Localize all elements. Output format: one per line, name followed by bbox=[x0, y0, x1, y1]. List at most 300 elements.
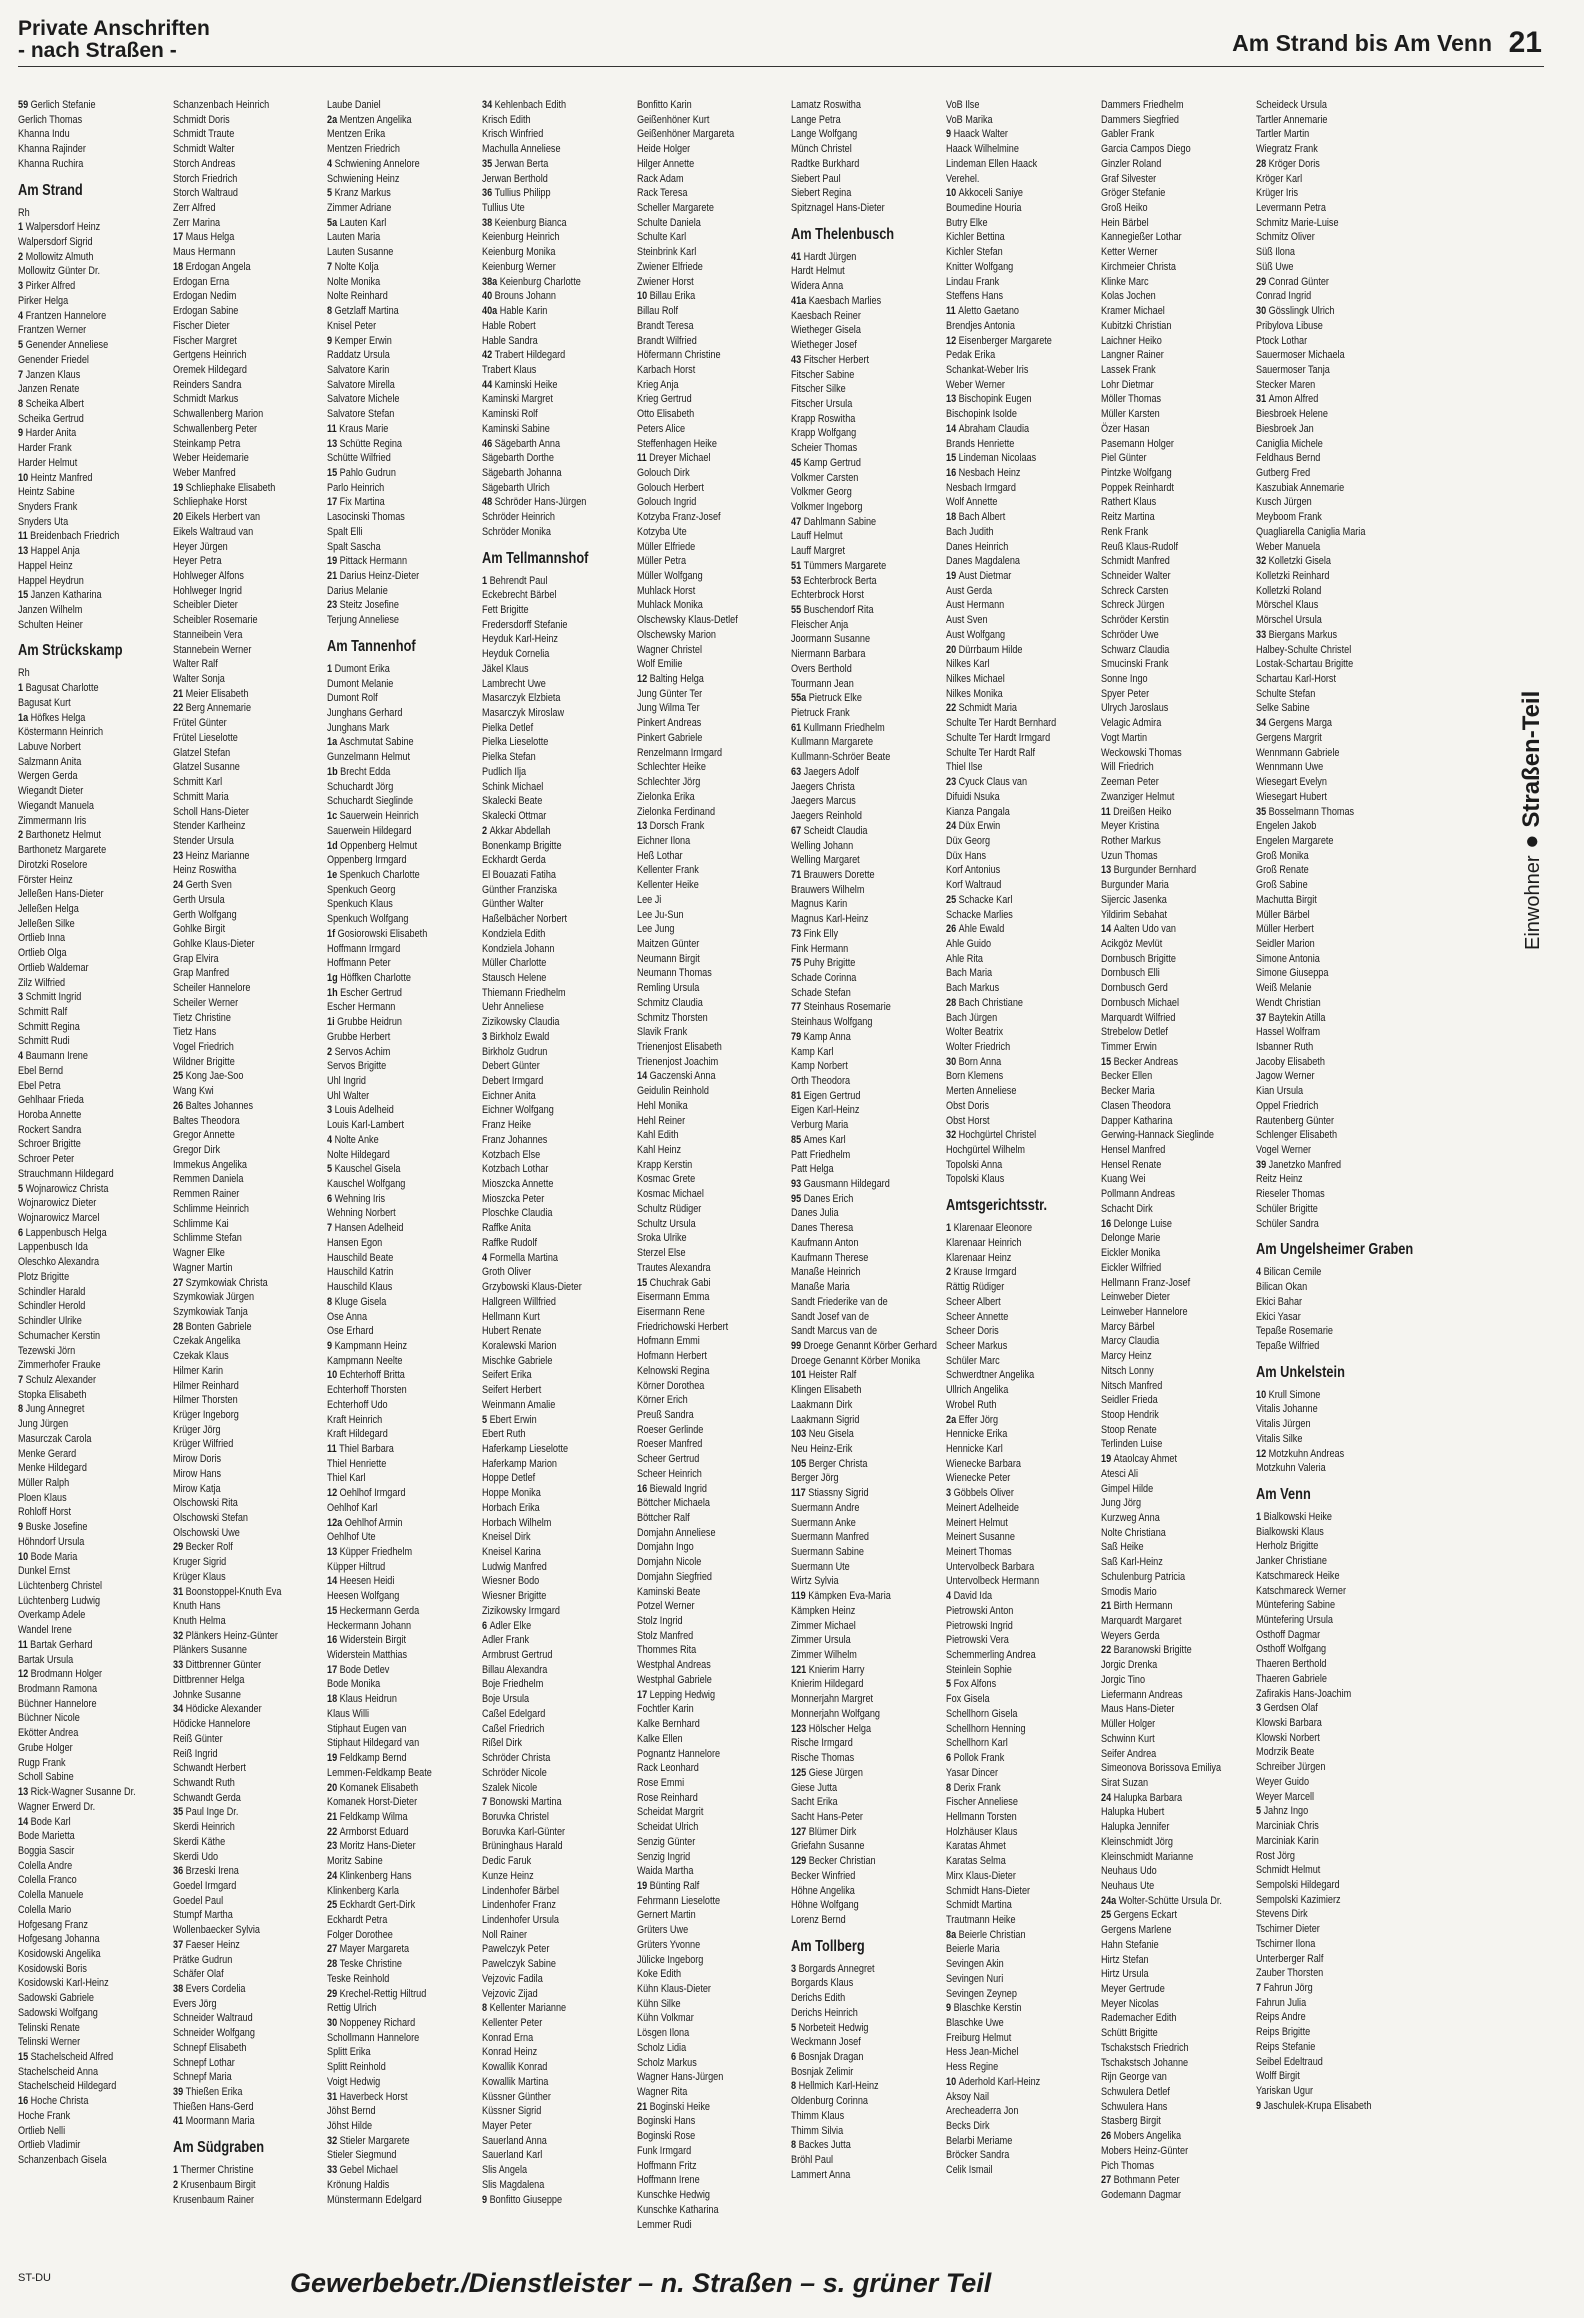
resident-entry: Caniglia Michele bbox=[1255, 437, 1323, 450]
resident-entry: Rh bbox=[18, 667, 30, 680]
resident-entry: Roeser Manfred bbox=[636, 1438, 703, 1451]
resident-entry: Rische Irmgard bbox=[791, 1737, 854, 1750]
resident-entry: 39 Janetzko Manfred bbox=[1255, 1158, 1341, 1171]
resident-entry: Ketter Werner bbox=[1100, 246, 1158, 259]
resident-entry: Domjahn Siegfried bbox=[636, 1570, 712, 1583]
resident-entry: Schröder Kerstin bbox=[1100, 614, 1169, 627]
resident-entry: Boumedine Houria bbox=[946, 202, 1022, 215]
resident-entry: Köstermann Heinrich bbox=[18, 726, 104, 739]
resident-entry: Becker Winfried bbox=[791, 1869, 856, 1882]
resident-entry: 23 Moritz Hans-Dieter bbox=[327, 1840, 417, 1853]
resident-entry: 7 Nolte Kolja bbox=[327, 260, 380, 273]
resident-entry: Stopka Elisabeth bbox=[18, 1388, 87, 1401]
resident-entry: Gehlhaar Frieda bbox=[18, 1094, 84, 1107]
resident-entry: Kaesbach Reiner bbox=[791, 309, 862, 322]
resident-entry: Osthoff Dagmar bbox=[1255, 1628, 1320, 1641]
resident-entry: 31 Boonstoppel-Knuth Eva bbox=[172, 1585, 282, 1598]
resident-entry: Schuchardt Jörg bbox=[327, 780, 394, 793]
resident-entry: Kotzbach Else bbox=[482, 1148, 541, 1161]
resident-entry: Halupka Hubert bbox=[1100, 1806, 1165, 1819]
resident-entry: Fett Brigitte bbox=[482, 604, 529, 616]
resident-entry: Bach Judith bbox=[946, 525, 994, 538]
resident-entry: Saß Heike bbox=[1100, 1541, 1144, 1554]
resident-entry: Kuang Wei bbox=[1100, 1173, 1146, 1186]
resident-entry: Rack Leonhard bbox=[636, 1762, 699, 1775]
resident-entry: 32 Hochgürtel Christel bbox=[946, 1129, 1037, 1142]
resident-entry: Schwallenberg Peter bbox=[172, 422, 257, 435]
resident-entry: Wagner Erwerd Dr. bbox=[18, 1800, 96, 1813]
resident-entry: 12 Motzkuhn Andreas bbox=[1255, 1447, 1344, 1460]
resident-entry: Küpper Hiltrud bbox=[327, 1560, 386, 1573]
resident-entry: Tschirner Dieter bbox=[1255, 1923, 1320, 1936]
resident-entry: 67 Scheidt Claudia bbox=[791, 824, 868, 837]
resident-entry: Gutberg Fred bbox=[1255, 466, 1310, 479]
resident-entry: Karbach Horst bbox=[636, 363, 695, 376]
resident-entry: Spenkuch Wolfgang bbox=[327, 913, 409, 926]
resident-entry: Groß Heiko bbox=[1100, 202, 1148, 215]
resident-entry: Maus Hermann bbox=[172, 246, 235, 259]
resident-entry: Neu Heinz-Erik bbox=[791, 1442, 853, 1455]
resident-entry: 21 Feldkamp Wilma bbox=[327, 1810, 408, 1823]
resident-entry: 13 Bischopink Eugen bbox=[946, 393, 1032, 406]
resident-entry: 3 Birkholz Ewald bbox=[482, 1030, 550, 1043]
resident-entry: Mollowitz Günter Dr. bbox=[18, 265, 101, 278]
resident-entry: Müller Herbert bbox=[1255, 923, 1314, 936]
resident-entry: Ebert Ruth bbox=[482, 1428, 526, 1441]
resident-entry: Golouch Dirk bbox=[636, 466, 690, 479]
resident-entry: Simone Giuseppa bbox=[1255, 967, 1328, 980]
resident-entry: 3 Schmitt Ingrid bbox=[18, 991, 82, 1004]
resident-entry: Marciniak Chris bbox=[1255, 1820, 1319, 1833]
resident-entry: Grube Holger bbox=[18, 1741, 73, 1754]
resident-entry: Schröder Uwe bbox=[1100, 628, 1159, 641]
resident-entry: Franz Heike bbox=[482, 1119, 532, 1132]
resident-entry: Fischer Anneliese bbox=[946, 1796, 1019, 1809]
resident-entry: Heintz Sabine bbox=[18, 486, 75, 499]
resident-entry: Lauten Maria bbox=[327, 231, 381, 244]
resident-entry: Spitznagel Hans-Dieter bbox=[791, 202, 886, 215]
resident-entry: Rieseler Thomas bbox=[1255, 1188, 1325, 1201]
resident-entry: Labuve Norbert bbox=[18, 741, 81, 754]
resident-entry: 5 Wojnarowicz Christa bbox=[18, 1182, 109, 1195]
resident-entry: Suermann Andre bbox=[791, 1501, 860, 1514]
resident-entry: Hein Bärbel bbox=[1100, 216, 1149, 229]
resident-entry: 8 Kellenter Marianne bbox=[482, 2002, 567, 2015]
resident-entry: Schmidt Martina bbox=[946, 1899, 1012, 1912]
resident-entry: Engelen Jakob bbox=[1255, 820, 1316, 833]
resident-entry: Brandt Wilfried bbox=[636, 334, 697, 347]
resident-entry: Johnke Susanne bbox=[172, 1688, 241, 1701]
resident-entry: Welling Johann bbox=[791, 839, 854, 852]
resident-entry: Strebelow Detlef bbox=[1100, 1026, 1168, 1039]
resident-entry: Rohloff Horst bbox=[18, 1506, 72, 1519]
resident-entry: Hoffmann Fritz bbox=[636, 2159, 697, 2172]
resident-entry: 28 Bach Christiane bbox=[946, 996, 1024, 1009]
resident-entry: Wang Kwi bbox=[172, 1085, 214, 1098]
resident-entry: Klarenaar Heinz bbox=[946, 1251, 1012, 1264]
resident-entry: Ludwig Manfred bbox=[482, 1560, 547, 1573]
resident-entry: El Bouazati Fatiha bbox=[482, 868, 557, 881]
resident-entry: Pielka Stefan bbox=[482, 751, 536, 764]
resident-entry: Uhl Walter bbox=[327, 1089, 370, 1102]
resident-entry: Kolletzki Roland bbox=[1255, 584, 1321, 597]
resident-entry: Steinbrink Karl bbox=[636, 246, 697, 259]
resident-entry: Tezewski Jörn bbox=[18, 1344, 76, 1357]
resident-entry: Peters Alice bbox=[636, 422, 685, 435]
resident-entry: Hellmann Franz-Josef bbox=[1100, 1276, 1190, 1289]
resident-entry: Schmidt Doris bbox=[172, 113, 230, 126]
resident-entry: Krüger Iris bbox=[1255, 187, 1298, 200]
resident-entry: Nilkes Monika bbox=[946, 687, 1003, 700]
resident-entry: Heckermann Johann bbox=[327, 1619, 412, 1632]
resident-entry: Sijercic Jasenka bbox=[1100, 893, 1167, 906]
resident-entry: Schuchardt Sieglinde bbox=[327, 795, 414, 808]
resident-entry: Trabert Klaus bbox=[482, 363, 537, 376]
resident-entry: Schnepf Elisabeth bbox=[172, 2041, 247, 2054]
resident-entry: Jung Jörg bbox=[1100, 1497, 1141, 1510]
resident-entry: Spenkuch Georg bbox=[327, 883, 396, 896]
resident-entry: 43 Fitscher Herbert bbox=[791, 353, 870, 366]
resident-entry: Lange Petra bbox=[791, 113, 842, 126]
resident-entry: Menke Gerard bbox=[18, 1447, 77, 1460]
resident-entry: 27 Mayer Margareta bbox=[327, 1943, 410, 1956]
resident-entry: Lassek Frank bbox=[1100, 363, 1156, 376]
resident-entry: Kaszubiak Annemarie bbox=[1255, 481, 1344, 494]
resident-entry: Schellhorn Henning bbox=[946, 1722, 1026, 1735]
resident-entry: 101 Heister Ralf bbox=[791, 1369, 857, 1382]
resident-entry: Armbrust Gertrud bbox=[482, 1649, 553, 1662]
resident-entry: Schulte Ter Hardt Irmgard bbox=[946, 731, 1051, 744]
resident-entry: Stachelscheid Anna bbox=[18, 2065, 99, 2078]
resident-entry: Heß Lothar bbox=[636, 849, 683, 862]
resident-entry: 26 Mobers Angelika bbox=[1100, 2130, 1181, 2143]
resident-entry: Kelnowski Regina bbox=[636, 1364, 710, 1377]
resident-entry: Sevingen Zeynep bbox=[946, 1987, 1018, 2000]
resident-entry: Servos Brigitte bbox=[327, 1060, 387, 1073]
resident-entry: Splitt Reinhold bbox=[327, 2061, 387, 2074]
resident-entry: Vogt Martin bbox=[1100, 731, 1147, 744]
resident-entry: Radtke Burkhard bbox=[791, 157, 860, 170]
resident-entry: Kahl Heinz bbox=[636, 1144, 681, 1157]
resident-entry: Schroer Peter bbox=[18, 1153, 75, 1166]
resident-entry: Wienecke Peter bbox=[946, 1472, 1011, 1485]
resident-entry: Olschewsky Klaus-Detlef bbox=[636, 614, 738, 627]
resident-entry: Schartau Karl-Horst bbox=[1255, 673, 1336, 686]
resident-entry: Suermann Sabine bbox=[791, 1546, 865, 1558]
resident-entry: 7 Schulz Alexander bbox=[18, 1373, 97, 1386]
resident-entry: Kolletzki Reinhard bbox=[1255, 570, 1329, 582]
resident-entry: Beierle Maria bbox=[946, 1943, 1000, 1956]
resident-entry: Schulte Ter Hardt Ralf bbox=[946, 746, 1036, 759]
resident-entry: Lostak-Schartau Brigitte bbox=[1255, 658, 1353, 671]
resident-entry: Adler Frank bbox=[482, 1634, 530, 1647]
resident-entry: Leinweber Hannelore bbox=[1100, 1305, 1188, 1318]
resident-entry: Düx Georg bbox=[946, 834, 991, 847]
resident-entry: 7 Fahrun Jörg bbox=[1255, 1981, 1313, 1994]
resident-entry: Knisel Peter bbox=[327, 319, 377, 332]
resident-entry: Klowski Norbert bbox=[1255, 1731, 1320, 1744]
resident-entry: 15 Stachelscheid Alfred bbox=[18, 2051, 114, 2063]
resident-entry: Schroer Brigitte bbox=[18, 1138, 81, 1151]
resident-entry: 12 Balting Helga bbox=[636, 673, 704, 686]
resident-entry: Vejzovic Fadila bbox=[482, 1972, 543, 1985]
directory-column bbox=[1256, 98, 1413, 2248]
resident-entry: Grüters Yvonne bbox=[636, 1938, 700, 1951]
resident-entry: Thiel Karl bbox=[327, 1472, 366, 1485]
resident-entry: Joormann Susanne bbox=[791, 633, 871, 646]
resident-entry: Koralewski Marion bbox=[482, 1339, 557, 1352]
resident-entry: Rathert Klaus bbox=[1100, 496, 1157, 509]
resident-entry: Domjahn Ingo bbox=[636, 1541, 694, 1554]
resident-entry: Remling Ursula bbox=[636, 982, 700, 995]
resident-entry: Waida Martha bbox=[636, 1865, 694, 1878]
resident-entry: 13 Schütte Regina bbox=[327, 437, 403, 450]
resident-entry: Kleinschmidt Jörg bbox=[1100, 1835, 1173, 1848]
directory-column bbox=[327, 98, 476, 2248]
resident-entry: Skerdi Käthe bbox=[172, 1835, 225, 1848]
resident-entry: Thiel Henriette bbox=[327, 1457, 387, 1470]
resident-entry: Eckhardt Petra bbox=[327, 1913, 388, 1926]
resident-entry: Fischer Dieter bbox=[172, 319, 230, 332]
resident-entry: Scheer Albert bbox=[946, 1295, 1001, 1308]
resident-entry: Schreiber Jürgen bbox=[1255, 1761, 1325, 1774]
resident-entry: Korf Waltraud bbox=[946, 879, 1002, 892]
resident-entry: Spalt Elli bbox=[327, 525, 363, 538]
resident-entry: Masurczak Carola bbox=[18, 1432, 92, 1445]
resident-entry: Kellenter Heike bbox=[636, 879, 699, 892]
resident-entry: Boginski Rose bbox=[636, 2130, 695, 2143]
resident-entry: Rack Teresa bbox=[636, 187, 688, 200]
resident-entry: Walter Ralf bbox=[172, 658, 218, 671]
resident-entry: Weber Manuela bbox=[1255, 540, 1320, 553]
resident-entry: Piel Günter bbox=[1100, 452, 1147, 465]
resident-entry: Schröder Monika bbox=[482, 525, 551, 538]
resident-entry: Szymkowiak Tanja bbox=[172, 1305, 248, 1318]
resident-entry: Groth Oliver bbox=[482, 1266, 532, 1279]
resident-entry: Schwallenberg Marion bbox=[172, 408, 263, 421]
resident-entry: Fitscher Sabine bbox=[791, 368, 855, 381]
resident-entry: Scheideck Ursula bbox=[1255, 99, 1327, 111]
resident-entry: Kondziela Johann bbox=[482, 942, 555, 955]
resident-entry: Heyer Jürgen bbox=[172, 540, 228, 553]
resident-entry: Tepaße Rosemarie bbox=[1255, 1325, 1333, 1338]
resident-entry: 21 Meier Elisabeth bbox=[172, 687, 249, 700]
resident-entry: Graf Silvester bbox=[1100, 172, 1157, 185]
resident-entry: Stender Ursula bbox=[172, 834, 234, 847]
resident-entry: Telinski Renate bbox=[18, 2021, 80, 2034]
resident-entry: Orth Theodora bbox=[791, 1075, 851, 1087]
resident-entry: 19 Schliephake Elisabeth bbox=[172, 481, 276, 494]
resident-entry: Korf Antonius bbox=[946, 864, 1001, 877]
resident-entry: Bosnjak Zelimir bbox=[791, 2065, 854, 2078]
resident-entry: 21 Birth Hermann bbox=[1100, 1600, 1173, 1613]
resident-entry: Kellenter Peter bbox=[482, 2017, 543, 2029]
resident-entry: Frantzen Werner bbox=[18, 324, 87, 337]
resident-entry: Dornbusch Michael bbox=[1100, 996, 1179, 1009]
resident-entry: 10 Krull Simone bbox=[1255, 1388, 1320, 1401]
resident-entry: Renk Frank bbox=[1100, 525, 1148, 538]
resident-entry: Danes Heinrich bbox=[946, 540, 1009, 553]
resident-entry: Keienburg Monika bbox=[482, 246, 556, 259]
resident-entry: Pudlich Ilja bbox=[482, 765, 527, 778]
resident-entry: 4 Nolte Anke bbox=[327, 1133, 380, 1146]
resident-entry: Wollenbaecker Sylvia bbox=[172, 1924, 260, 1937]
resident-entry: Niermann Barbara bbox=[791, 648, 866, 661]
resident-entry: Hauschild Klaus bbox=[327, 1281, 393, 1294]
resident-entry: 5 Jahnz Ingo bbox=[1255, 1805, 1308, 1818]
resident-entry: Marquardt Wilfried bbox=[1100, 1011, 1176, 1024]
resident-entry: 1e Spenkuch Charlotte bbox=[327, 868, 421, 881]
resident-entry: Hensel Renate bbox=[1100, 1158, 1162, 1171]
street-heading: Am Ungelsheimer Graben bbox=[1255, 1241, 1413, 1259]
resident-entry: Tullius Ute bbox=[482, 202, 525, 215]
resident-entry: Pirker Helga bbox=[18, 294, 69, 307]
resident-entry: Lee Ju-Sun bbox=[636, 908, 684, 921]
resident-entry: Topolski Anna bbox=[946, 1158, 1003, 1171]
resident-entry: Schultz Ursula bbox=[636, 1217, 696, 1230]
resident-entry: Neumann Birgit bbox=[636, 952, 700, 965]
resident-entry: Tourmann Jean bbox=[791, 677, 855, 690]
resident-entry: 24 Halupka Barbara bbox=[1100, 1791, 1182, 1804]
resident-entry: Karatas Ahmet bbox=[946, 1840, 1006, 1853]
resident-entry: Scheiler Werner bbox=[172, 996, 238, 1009]
resident-entry: Delonge Marie bbox=[1100, 1232, 1161, 1245]
resident-entry: Münstermann Edelgard bbox=[327, 2193, 423, 2206]
resident-entry: Boje Ursula bbox=[482, 1693, 530, 1706]
resident-entry: Grap Elvira bbox=[172, 952, 219, 965]
resident-entry: Schneider Walter bbox=[1100, 570, 1171, 582]
resident-entry: Thiel Ilse bbox=[946, 761, 983, 774]
resident-entry: Janzen Renate bbox=[18, 383, 80, 396]
resident-entry: Kirchmeier Christa bbox=[1100, 260, 1176, 273]
resident-entry: Jagow Werner bbox=[1255, 1070, 1315, 1083]
resident-entry: Lemmer Rudi bbox=[636, 2218, 692, 2231]
resident-entry: 3 Gerdsen Olaf bbox=[1255, 1702, 1318, 1715]
resident-entry: 17 Lepping Hedwig bbox=[636, 1688, 715, 1701]
resident-entry: Geidulin Reinhold bbox=[636, 1085, 709, 1098]
resident-entry: Scholz Markus bbox=[636, 2056, 697, 2069]
resident-entry: Oppenberg Irmgard bbox=[327, 854, 407, 867]
resident-entry: Lindau Frank bbox=[946, 275, 1000, 288]
resident-entry: Fox Gisela bbox=[946, 1693, 990, 1706]
resident-entry: Kruger Sigrid bbox=[172, 1556, 226, 1569]
resident-entry: Lösgen Ilona bbox=[636, 2027, 689, 2040]
resident-entry: Rißel Dirk bbox=[482, 1737, 523, 1750]
side-label-word1: Einwohner bbox=[1522, 855, 1544, 950]
resident-entry: Schacht Dirk bbox=[1100, 1202, 1153, 1215]
resident-entry: Stender Karlheinz bbox=[172, 820, 246, 833]
resident-entry: Schwandt Gerda bbox=[172, 1791, 241, 1804]
resident-entry: Pawelczyk Sabine bbox=[482, 1958, 557, 1971]
resident-entry: Slis Magdalena bbox=[482, 2178, 545, 2191]
resident-entry: Lindeman Ellen Haack bbox=[946, 157, 1038, 170]
resident-entry: 19 Pittack Hermann bbox=[327, 555, 408, 568]
resident-entry: Meinert Thomas bbox=[946, 1546, 1012, 1558]
resident-entry: 22 Schmidt Maria bbox=[946, 702, 1018, 715]
resident-entry: Obst Horst bbox=[946, 1114, 990, 1127]
resident-entry: Klarenaar Heinrich bbox=[946, 1236, 1022, 1249]
resident-entry: Topolski Klaus bbox=[946, 1173, 1005, 1186]
resident-entry: Sägebarth Johanna bbox=[482, 466, 562, 479]
resident-entry: Skalecki Ottmar bbox=[482, 810, 547, 823]
resident-entry: Stausch Helene bbox=[482, 971, 547, 984]
resident-entry: 42 Trabert Hildegard bbox=[482, 349, 566, 362]
resident-entry: 22 Baranowski Brigitte bbox=[1100, 1644, 1192, 1657]
resident-entry: Scholz Lidia bbox=[636, 2041, 686, 2054]
resident-entry: 55 Buschendorf Rita bbox=[791, 604, 875, 616]
resident-entry: Zafirakis Hans-Joachim bbox=[1255, 1687, 1351, 1700]
resident-entry: Timmer Erwin bbox=[1100, 1041, 1157, 1053]
resident-entry: Wietheger Josef bbox=[791, 339, 858, 352]
resident-entry: Scheller Margarete bbox=[636, 202, 714, 215]
resident-entry: Dornbusch Gerd bbox=[1100, 982, 1168, 995]
resident-entry: Ahle Rita bbox=[946, 952, 984, 965]
resident-entry: Lemmen-Feldkamp Beate bbox=[327, 1766, 433, 1779]
resident-entry: Blaschke Uwe bbox=[946, 2017, 1004, 2029]
resident-entry: 31 Amon Alfred bbox=[1255, 393, 1318, 406]
resident-entry: Müller Petra bbox=[636, 555, 686, 568]
resident-entry: Schwinn Kurt bbox=[1100, 1732, 1155, 1745]
street-heading: Am Unkelstein bbox=[1255, 1363, 1345, 1381]
resident-entry: Potzel Werner bbox=[636, 1600, 695, 1613]
resident-entry: Schmitt Ralf bbox=[18, 1005, 68, 1018]
resident-entry: Selke Sabine bbox=[1255, 702, 1310, 715]
resident-entry: Noll Rainer bbox=[482, 1928, 528, 1941]
resident-entry: Knuth Helma bbox=[172, 1615, 226, 1628]
resident-entry: Domjahn Anneliese bbox=[636, 1526, 716, 1539]
resident-entry: Derichs Heinrich bbox=[791, 2006, 859, 2019]
resident-entry: 1 Behrendt Paul bbox=[482, 574, 548, 587]
resident-entry: Schütte Wilfried bbox=[327, 452, 392, 465]
resident-entry: Boje Friedhelm bbox=[482, 1678, 544, 1691]
resident-entry: Neuhaus Ute bbox=[1100, 1879, 1155, 1892]
resident-entry: Merten Anneliese bbox=[946, 1085, 1017, 1098]
resident-entry: Debert Günter bbox=[482, 1060, 540, 1073]
resident-entry: Ortlieb Inna bbox=[18, 932, 66, 945]
resident-entry: 16 Biewald Ingrid bbox=[636, 1482, 707, 1495]
resident-entry: 25 Eckhardt Gert-Dirk bbox=[327, 1899, 416, 1912]
resident-entry: Kunschke Hedwig bbox=[636, 2189, 710, 2202]
resident-entry: Schnepf Maria bbox=[172, 2071, 232, 2084]
resident-entry: Lohr Dietmar bbox=[1100, 378, 1154, 391]
resident-entry: Aust Hermann bbox=[946, 599, 1005, 612]
resident-entry: Karatas Selma bbox=[946, 1855, 1006, 1868]
resident-entry: Haack Wilhelmine bbox=[946, 143, 1020, 156]
resident-entry: 10 Aderhold Karl-Heinz bbox=[946, 2075, 1041, 2088]
resident-entry: Reips Brigitte bbox=[1255, 2026, 1310, 2039]
resident-entry: Bode Monika bbox=[327, 1678, 381, 1691]
resident-entry: 28 Teske Christine bbox=[327, 1958, 403, 1971]
resident-entry: Schmitz Marie-Luise bbox=[1255, 216, 1339, 229]
resident-entry: Weyer Marcell bbox=[1255, 1790, 1314, 1803]
resident-entry: Bagusat Kurt bbox=[18, 696, 71, 709]
resident-entry: Storch Waltraud bbox=[172, 187, 238, 200]
resident-entry: Rautenberg Günter bbox=[1255, 1114, 1334, 1127]
resident-entry: Walpersdorf Sigrid bbox=[18, 236, 93, 249]
resident-entry: Hellmann Kurt bbox=[482, 1310, 540, 1323]
resident-entry: Goedel Paul bbox=[172, 1894, 223, 1907]
resident-entry: Fochtler Karin bbox=[636, 1703, 694, 1716]
resident-entry: 39 Thießen Erika bbox=[172, 2086, 243, 2099]
resident-entry: Nesbach Irmgard bbox=[946, 481, 1017, 494]
resident-entry: Sacht Hans-Peter bbox=[791, 1810, 864, 1823]
resident-entry: 21 Darius Heinz-Dieter bbox=[327, 570, 420, 582]
resident-entry: Reiß Ingrid bbox=[172, 1747, 218, 1760]
resident-entry: Meyer Nicolas bbox=[1100, 1997, 1159, 2010]
resident-entry: 37 Faeser Heinz bbox=[172, 1938, 240, 1951]
resident-entry: Hallgreen Willfried bbox=[482, 1295, 556, 1308]
resident-entry: Schnepf Lothar bbox=[172, 2056, 235, 2069]
